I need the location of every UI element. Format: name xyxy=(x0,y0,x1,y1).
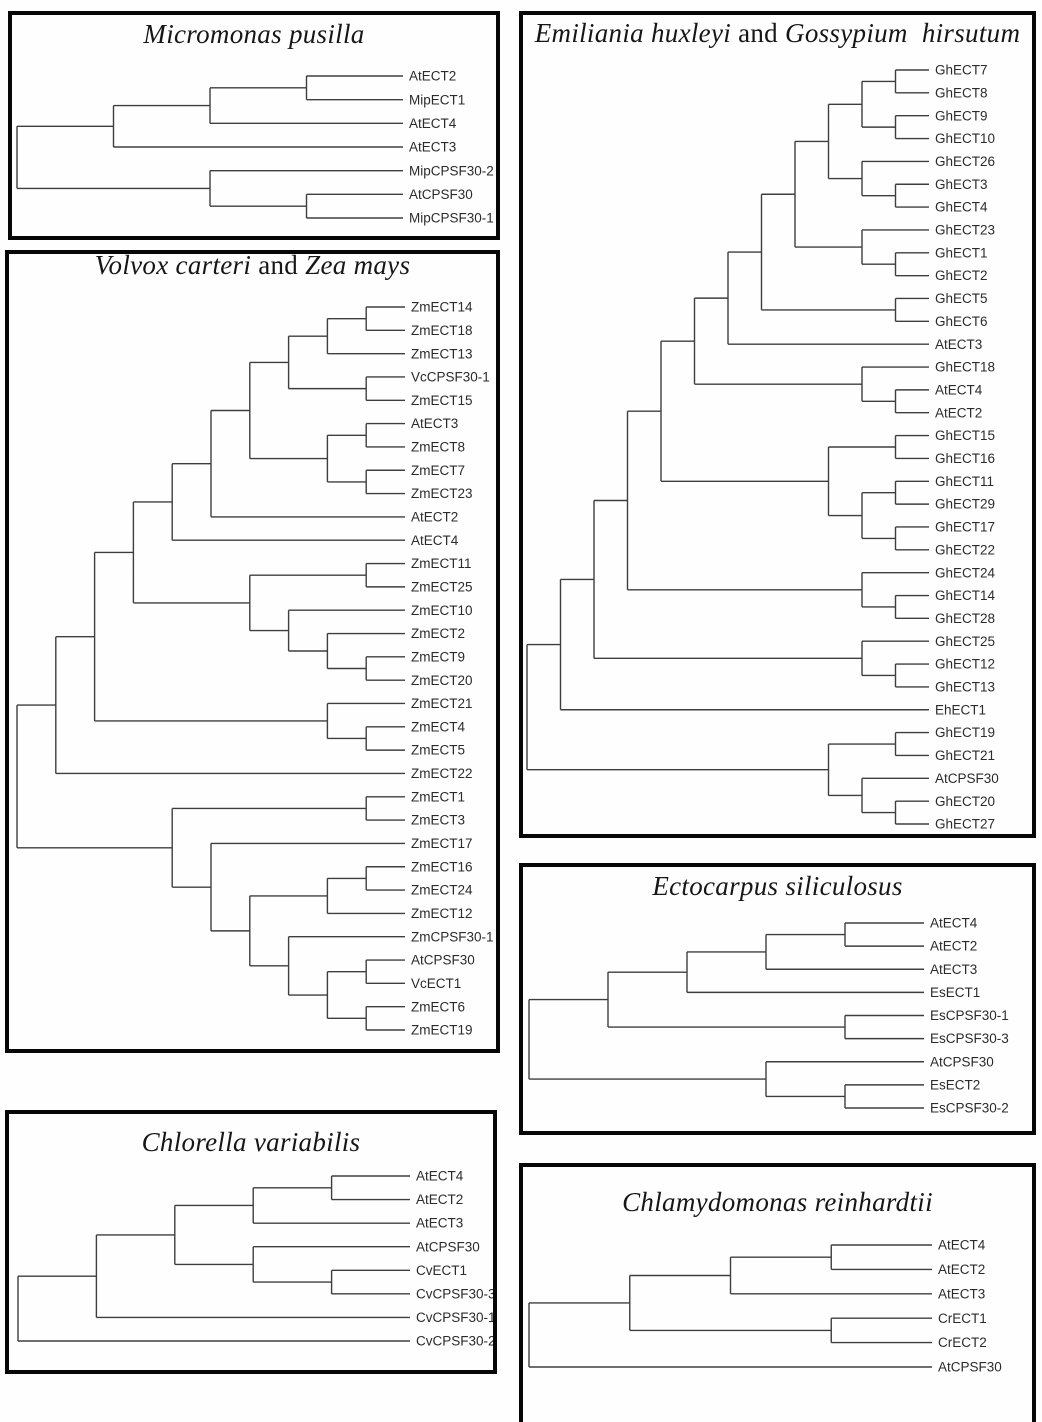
leaf-label: AtECT3 xyxy=(411,416,459,432)
leaf-label: AtECT4 xyxy=(935,382,983,398)
title-segment: Emiliania huxleyi xyxy=(534,18,732,48)
leaf-label: CvECT1 xyxy=(416,1262,468,1278)
leaf-label: AtECT3 xyxy=(409,139,457,155)
title-segment: Micromonas pusilla xyxy=(143,19,365,49)
title-segment: and xyxy=(251,250,306,280)
leaf-label: GhECT1 xyxy=(935,245,988,261)
leaf-label: EhECT1 xyxy=(935,702,987,718)
leaf-label: GhECT26 xyxy=(935,153,996,169)
leaf-label: AtECT4 xyxy=(938,1237,986,1253)
leaf-label: AtECT4 xyxy=(411,532,459,548)
leaf-label: GhECT24 xyxy=(935,565,996,581)
leaf-label: ZmECT4 xyxy=(411,719,465,735)
title-segment: Chlamydomonas reinhardtii xyxy=(622,1187,933,1217)
leaf-label: CvCPSF30-2 xyxy=(416,1333,496,1349)
leaf-label: ZmECT1 xyxy=(411,789,465,805)
leaf-label: GhECT23 xyxy=(935,222,996,238)
leaf-label: AtECT4 xyxy=(416,1168,464,1184)
leaf-label: GhECT16 xyxy=(935,451,996,467)
leaf-label: ZmECT2 xyxy=(411,626,465,642)
leaf-label: ZmECT7 xyxy=(411,462,465,478)
leaf-label: GhECT27 xyxy=(935,816,996,832)
leaf-label: ZmECT10 xyxy=(411,602,473,618)
panel-chlorella-variabilis xyxy=(5,1110,497,1374)
leaf-label: GhECT5 xyxy=(935,291,988,307)
leaf-label: GhECT15 xyxy=(935,428,996,444)
leaf-label: ZmECT15 xyxy=(411,392,473,408)
leaf-label: AtCPSF30 xyxy=(938,1359,1002,1375)
leaf-label: ZmECT11 xyxy=(411,556,472,572)
leaf-label: GhECT14 xyxy=(935,588,996,604)
leaf-label: CvCPSF30-3 xyxy=(416,1286,496,1302)
leaf-label: AtECT3 xyxy=(416,1215,464,1231)
leaf-label: ZmECT8 xyxy=(411,439,465,455)
leaf-label: ZmECT13 xyxy=(411,346,473,362)
leaf-label: ZmECT21 xyxy=(411,696,473,712)
leaf-label: GhECT28 xyxy=(935,610,996,626)
title-segment: Ectocarpus siliculosus xyxy=(652,871,903,901)
panel-micromonas-pusilla xyxy=(8,11,500,240)
leaf-label: GhECT20 xyxy=(935,793,996,809)
leaf-label: ZmECT9 xyxy=(411,649,465,665)
leaf-label: ZmECT19 xyxy=(411,1022,473,1038)
leaf-label: GhECT10 xyxy=(935,131,996,147)
leaf-label: AtCPSF30 xyxy=(411,952,475,968)
leaf-label: GhECT4 xyxy=(935,199,988,215)
leaf-label: CvCPSF30-1 xyxy=(416,1310,496,1326)
leaf-label: AtCPSF30 xyxy=(935,770,999,786)
title-segment: Zea mays xyxy=(305,250,411,280)
leaf-label: EsECT1 xyxy=(930,984,981,1000)
leaf-label: ZmECT12 xyxy=(411,905,473,921)
title-segment: Volvox carteri xyxy=(94,250,252,280)
panel-volvox-carteri-zea-mays xyxy=(5,250,500,1053)
leaf-label: AtECT3 xyxy=(930,961,978,977)
leaf-label: ZmECT3 xyxy=(411,812,465,828)
leaf-label: GhECT18 xyxy=(935,359,996,375)
panel-ectocarpus-siliculosus xyxy=(519,863,1036,1135)
leaf-label: CrECT2 xyxy=(938,1335,987,1351)
leaf-label: GhECT17 xyxy=(935,519,996,535)
leaf-label: GhECT21 xyxy=(935,748,996,764)
leaf-label: ZmECT23 xyxy=(411,486,473,502)
leaf-label: ZmCPSF30-1 xyxy=(411,929,494,945)
leaf-label: AtECT2 xyxy=(930,938,978,954)
leaf-label: ZmECT20 xyxy=(411,672,473,688)
leaf-label: GhECT29 xyxy=(935,496,996,512)
leaf-label: EsCPSF30-3 xyxy=(930,1031,1009,1047)
leaf-label: ZmECT18 xyxy=(411,322,473,338)
leaf-label: EsCPSF30-1 xyxy=(930,1008,1009,1024)
leaf-label: AtECT4 xyxy=(930,915,978,931)
leaf-label: MipECT1 xyxy=(409,92,466,108)
leaf-label: MipCPSF30-2 xyxy=(409,163,494,179)
leaf-label: GhECT6 xyxy=(935,313,988,329)
leaf-label: AtECT2 xyxy=(409,68,457,84)
leaf-label: GhECT2 xyxy=(935,268,988,284)
leaf-label: AtCPSF30 xyxy=(409,186,473,202)
leaf-label: ZmECT6 xyxy=(411,999,465,1015)
leaf-label: MipCPSF30-1 xyxy=(409,210,494,226)
leaf-label: AtECT3 xyxy=(935,336,983,352)
panel-chlamydomonas-reinhardtii xyxy=(519,1163,1036,1422)
leaf-label: VcECT1 xyxy=(411,975,462,991)
leaf-label: GhECT3 xyxy=(935,176,988,192)
leaf-label: ZmECT14 xyxy=(411,299,473,315)
leaf-label: ZmECT17 xyxy=(411,836,473,852)
leaf-label: AtECT2 xyxy=(938,1262,986,1277)
leaf-label: ZmECT25 xyxy=(411,579,473,595)
leaf-label: AtECT4 xyxy=(409,115,457,131)
leaf-label: AtECT2 xyxy=(411,509,459,525)
leaf-label: ZmECT16 xyxy=(411,859,473,875)
title-segment: Gossypium hirsutum xyxy=(785,18,1021,48)
leaf-label: GhECT25 xyxy=(935,633,996,649)
leaf-label: AtECT3 xyxy=(938,1286,986,1302)
leaf-label: AtECT2 xyxy=(935,405,983,421)
leaf-label: GhECT9 xyxy=(935,108,988,124)
leaf-label: GhECT19 xyxy=(935,725,996,741)
leaf-label: AtCPSF30 xyxy=(930,1054,994,1070)
title-segment: Chlorella variabilis xyxy=(141,1127,361,1157)
leaf-label: GhECT22 xyxy=(935,542,996,558)
leaf-label: EsECT2 xyxy=(930,1077,981,1093)
title-segment: and xyxy=(731,18,786,48)
leaf-label: ZmECT5 xyxy=(411,742,465,758)
leaf-label: GhECT13 xyxy=(935,679,996,695)
leaf-label: ZmECT22 xyxy=(411,766,473,782)
panel-emiliania-huxleyi-gossypium-hirsutum xyxy=(519,11,1036,838)
leaf-label: AtCPSF30 xyxy=(416,1239,480,1255)
leaf-label: GhECT8 xyxy=(935,85,988,101)
leaf-label: CrECT1 xyxy=(938,1310,987,1326)
leaf-label: VcCPSF30-1 xyxy=(411,369,490,385)
leaf-label: AtECT2 xyxy=(416,1192,464,1208)
leaf-label: GhECT12 xyxy=(935,656,996,672)
leaf-label: GhECT11 xyxy=(935,473,995,489)
leaf-label: GhECT7 xyxy=(935,62,988,78)
leaf-label: ZmECT24 xyxy=(411,882,473,898)
leaf-label: EsCPSF30-2 xyxy=(930,1100,1009,1116)
